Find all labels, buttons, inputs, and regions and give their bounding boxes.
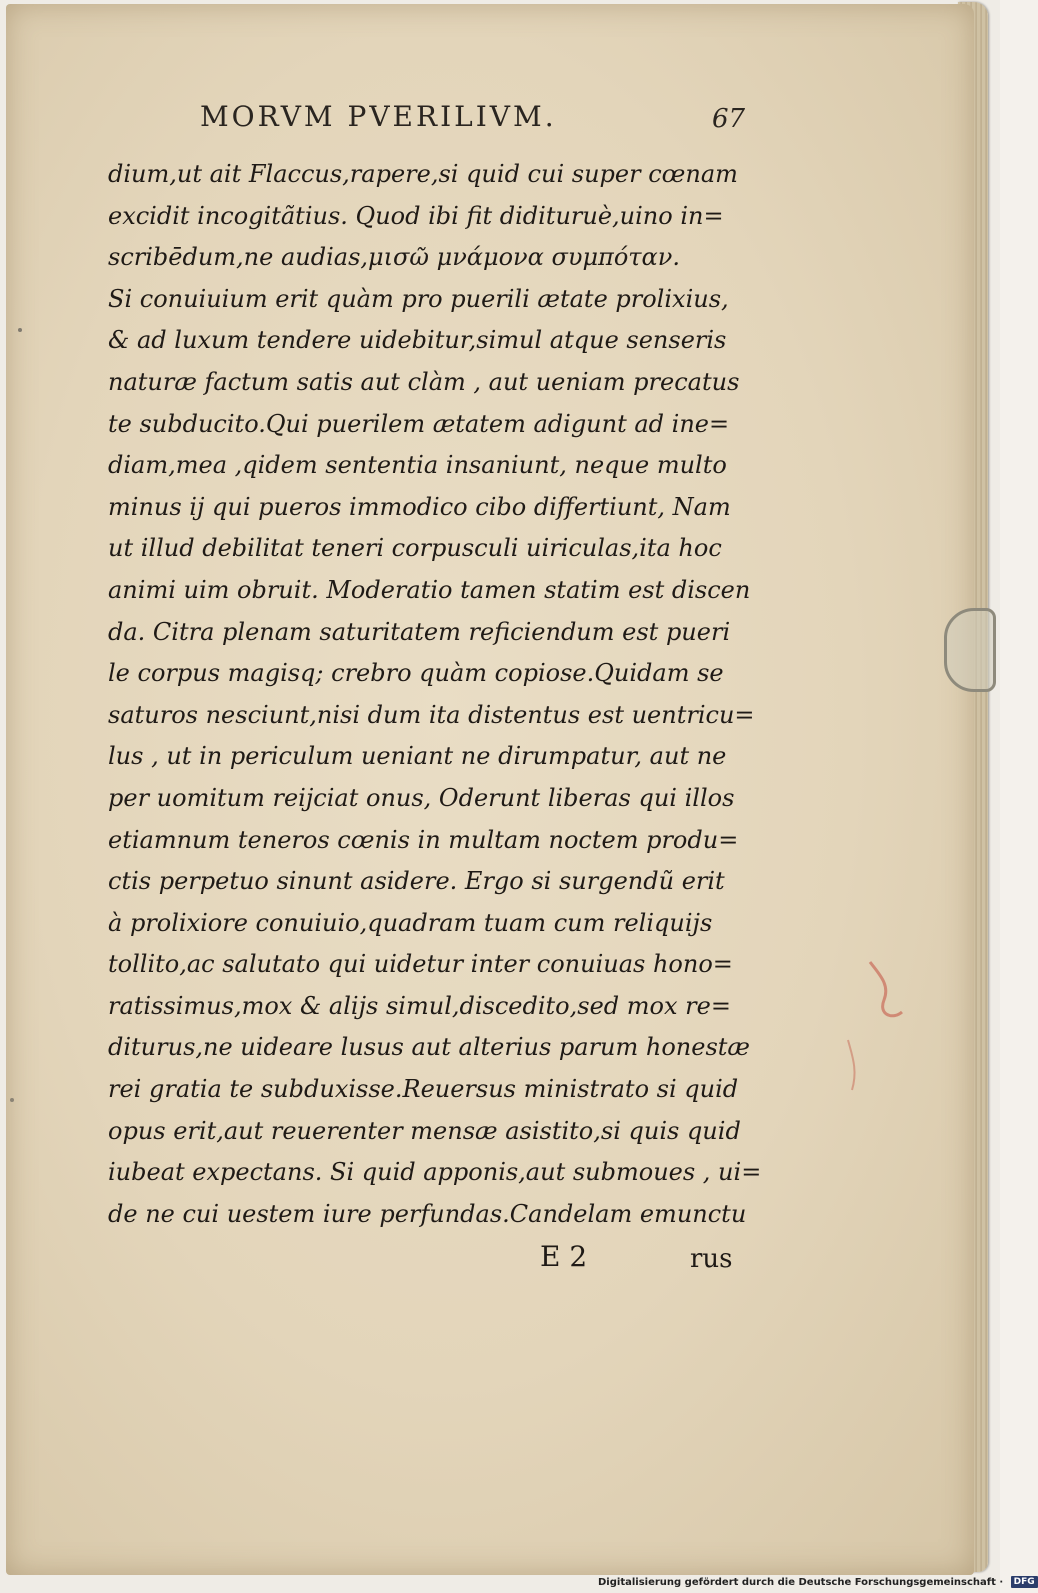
text-line: minus ij qui pueros immodico cibo differtiunt, Nam [108, 492, 731, 521]
body-text [108, 154, 768, 1235]
text-line: naturæ factum satis aut clàm , aut ueniam precatus [108, 367, 740, 396]
text-line: & ad luxum tendere uidebitur,simul atque senseris [108, 326, 727, 355]
text-line: etiamnum teneros cœnis in multam noctem produ= [108, 825, 739, 854]
text-line: le corpus magisq; crebro quàm copiose.Quidam se [108, 659, 724, 688]
text-line: Si conuiuium erit quàm pro puerili ætate prolixius, [108, 284, 729, 313]
text-line: tollito,ac salutato qui uidetur inter conuiuas hono= [108, 950, 733, 979]
running-title: MORVM PVERILIVM. [200, 100, 557, 133]
text-line: iubeat expectans. Si quid apponis,aut submoues , ui= [108, 1158, 762, 1187]
text-line: te subducito.Qui puerilem ætatem adigunt ad ine= [108, 409, 730, 438]
text-line: saturos nesciunt,nisi dum ita distentus est uentricu= [108, 700, 755, 729]
text-line: rei gratia te subduxisse.Reuersus ministrato si quid [108, 1075, 739, 1104]
text-line: lus , ut in periculum ueniant ne dirumpatur, aut ne [108, 742, 727, 771]
text-line: excidit incogitãtius. Quod ibi fit didituruè,uino in= [108, 201, 724, 230]
dfg-logo-icon: DFG [1011, 1576, 1038, 1588]
text-line: diam,mea ,qidem sententia insaniunt, neque multo [108, 451, 727, 480]
text-line: animi uim obruit. Moderatio tamen statim est discen [108, 575, 751, 604]
text-line: per uomitum reijciat onus, Oderunt liberas qui illos [108, 783, 735, 812]
page-number: 67 [712, 104, 746, 134]
text-line: scribēdum,ne audias,μισῶ μνάμονα συμπόταν. [108, 243, 680, 272]
text-line: ctis perpetuo sinunt asidere. Ergo si surgendũ erit [108, 867, 725, 896]
text-line: de ne cui uestem iure perfundas.Candelam emunctu [108, 1199, 747, 1228]
book-clasp [944, 608, 996, 692]
text-line: à prolixiore conuiuio,quadram tuam cum reliquijs [108, 908, 713, 937]
text-line: da. Citra plenam saturitatem reficiendum est pueri [108, 617, 731, 646]
signature-mark: E 2 [540, 1240, 588, 1273]
text-line: opus erit,aut reuerenter mensæ asistito,si quis quid [108, 1116, 741, 1145]
text-line: diturus,ne uideare lusus aut alterius parum honestæ [108, 1033, 750, 1062]
credit-text: Digitalisierung gefördert durch die Deutsche Forschungsgemeinschaft [598, 1577, 996, 1588]
text-line: ut illud debilitat teneri corpusculi uiriculas,ita hoc [108, 534, 722, 563]
text-line: ratissimus,mox & alijs simul,discedito,sed mox re= [108, 991, 731, 1020]
text-line: dium,ut ait Flaccus,rapere,si quid cui super cœnam [108, 160, 738, 188]
digitization-credit: Digitalisierung gefördert durch die Deutsche Forschungsgemeinschaft · DFG [598, 1575, 1038, 1591]
catchword: rus [690, 1244, 733, 1274]
